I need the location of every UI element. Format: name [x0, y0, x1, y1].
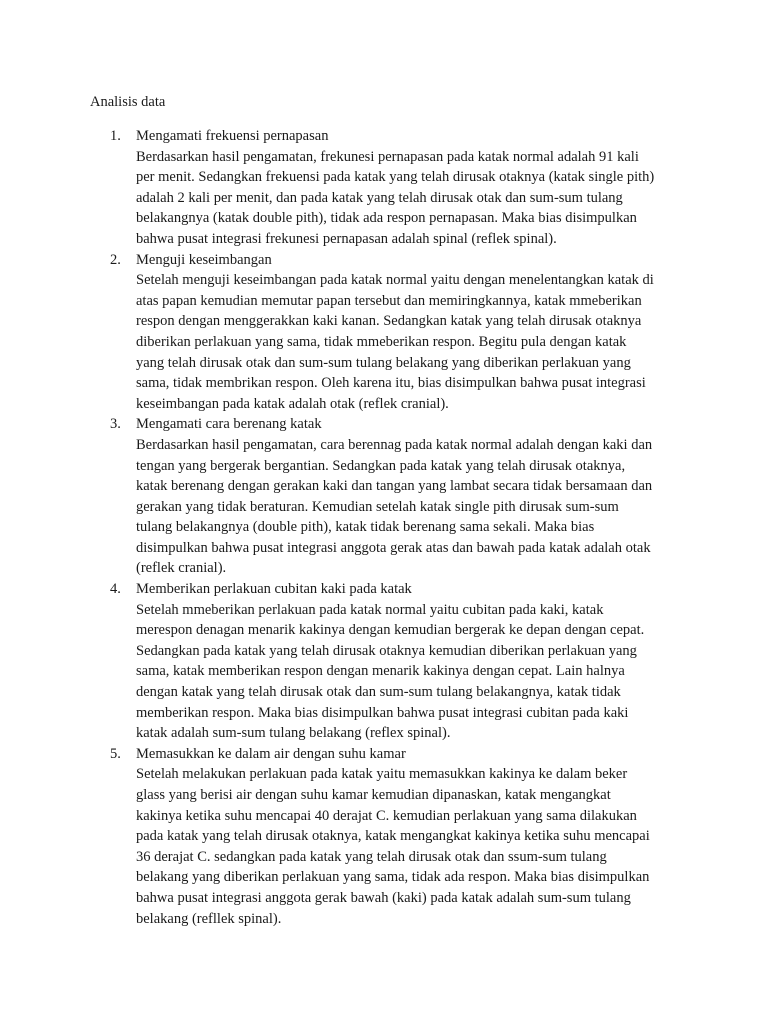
item-heading: Memberikan perlakuan cubitan kaki pada katak [136, 581, 412, 598]
item-body: Setelah menguji keseimbangan pada katak normal yaitu dengan menelentangkan katak di atas papan kemudian memutar papan tersebut dan memiringkannya, katak mmeberikan respon dengan menggerakkan kaki kanan. Sedangkan katak yang telah dirusak otaknya diberikan perlakuan yang sama, tidak mmeberikan respon. Begitu pula dengan katak yang telah dirusak otak dan sum-sum tulang belakang yang diberikan perlakuan yang sama, tidak membrikan respon. Oleh karena itu, bias disimpulkan bahwa pusat integrasi keseimbangan pada katak adalah otak (reflek cranial). [136, 272, 654, 412]
item-heading: Memasukkan ke dalam air dengan suhu kamar [136, 745, 406, 762]
item-heading: Mengamati frekuensi pernapasan [136, 128, 329, 144]
list-item [110, 250, 680, 415]
item-number: 5. [110, 745, 121, 762]
document-title: Analisis data [90, 94, 166, 110]
item-heading: Mengamati cara berenang katak [136, 416, 322, 433]
item-number: 3. [110, 416, 121, 433]
item-body: Setelah mmeberikan perlakuan pada katak normal yaitu cubitan pada kaki, katak merespon denagan menarik kakinya dengan kemudian bergerak ke depan dengan cepat. Sedangkan pada katak yang telah dirusak otaknya kemudian diberikan perlakuan yang sama, katak memberikan respon dengan menarik kakinya dengan cepat. Lain halnya dengan katak yang telah dirusak otak dan sum-sum tulang belakangnya, katak tidak memberikan respon. Maka bias disimpulkan bahwa pusat integrasi cubitan pada kaki katak adalah sum-sum tulang belakang (reflex spinal). [136, 601, 645, 742]
list-item [110, 744, 680, 929]
item-number: 1. [110, 128, 121, 144]
item-body: Berdasarkan hasil pengamatan, cara berennag pada katak normal adalah dengan kaki dan tengan yang bergerak bergantian. Sedangkan pada katak yang telah dirusak otaknya, katak berenang dengan gerakan kaki dan tangan yang lambat secara tidak bersamaan dan gerakan yang tidak beraturan. Kemudian setelah katak single pith dirusak sum-sum tulang belakangnya (double pith), katak tidak berenang sama sekali. Maka bias disimpulkan bahwa pusat integrasi anggota gerak atas dan bawah pada katak adalah otak (reflek cranial). [136, 436, 653, 577]
list-item [110, 126, 680, 250]
item-heading: Menguji keseimbangan [136, 251, 272, 268]
item-body: Berdasarkan hasil pengamatan, frekunesi pernapasan pada katak normal adalah 91 kali per menit. Sedangkan frekuensi pada katak yang telah dirusak otaknya (katak single pith) adalah 2 kali per menit, dan pada katak yang telah dirusak otak dan sum-sum tulang belakangnya (katak double pith), tidak ada respon pernapasan. Maka bias disimpulkan bahwa pusat integrasi frekunesi pernapasan adalah spinal (reflek spinal). [136, 148, 655, 247]
list-item [110, 579, 680, 744]
list-item [110, 414, 680, 579]
item-number: 2. [110, 251, 121, 268]
item-body: Setelah melakukan perlakuan pada katak yaitu memasukkan kakinya ke dalam beker glass yang berisi air dengan suhu kamar kemudian dipanaskan, katak mengangkat kakinya ketika suhu mencapai 40 derajat C. kemudian perlakuan yang sama dilakukan pada katak yang telah dirusak otaknya, katak mengangkat kakinya ketika suhu mencapai 36 derajat C. sedangkan pada katak yang telah dirusak otak dan ssum-sum tulang belakang yang diberikan perlakuan yang sama, tidak ada respon. Maka bias disimpulkan bahwa pusat integrasi anggota gerak bawah (kaki) pada katak adalah sum-sum tulang belakang (refllek spinal). [136, 766, 650, 927]
analysis-list [110, 126, 680, 929]
item-number: 4. [110, 581, 121, 598]
